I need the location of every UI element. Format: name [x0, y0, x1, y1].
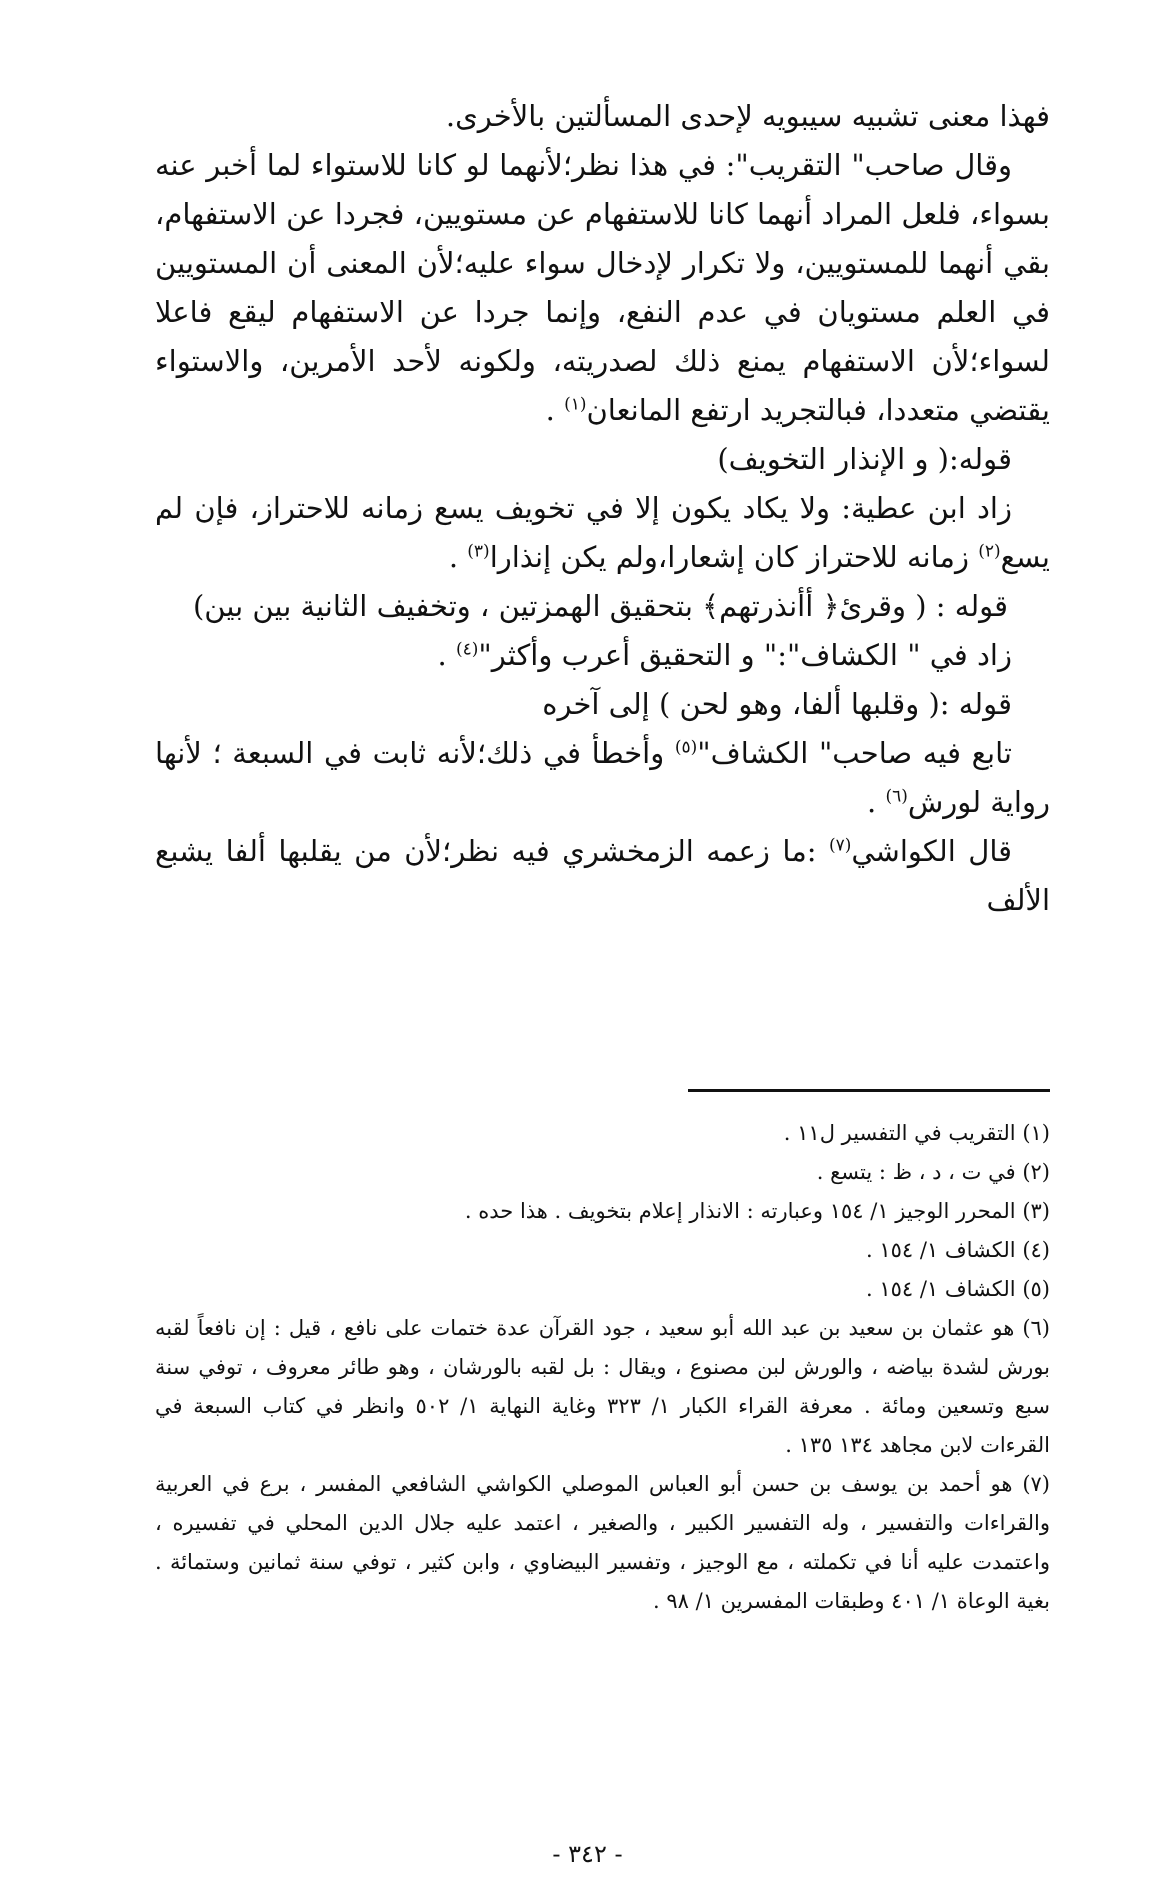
footnote-ref: (١): [564, 394, 587, 415]
text-line: زمانه للاحتراز كان إشعارا،ولم يكن إنذارا: [489, 540, 969, 574]
text-line: زاد ابن عطية: ولا يكاد يكون إلا في تخويف يسع زمانه للاحتراز، فإن لم يسع: [155, 491, 1050, 574]
footnote-number: (٦): [1022, 1316, 1050, 1340]
text-line: فهذا معنى تشبيه سيبويه لإحدى المسألتين بالأخرى.: [445, 99, 1050, 133]
sentence-dot: .: [867, 785, 877, 819]
footnote-number: (٥): [1022, 1277, 1050, 1301]
footnote-text: المحرر الوجيز ١/ ١٥٤ وعبارته : الانذار إعلام بتخويف . هذا حده .: [464, 1199, 1016, 1223]
sentence-dot: .: [437, 638, 447, 672]
footnote-number: (٣): [1022, 1199, 1050, 1223]
footnote-number: (١): [1022, 1121, 1050, 1145]
footnote-ref: (٥): [674, 737, 698, 758]
footnote-text: في ت ، د ، ظ : يتسع .: [816, 1160, 1016, 1184]
footnote-3: [155, 1192, 1050, 1231]
footnote-ref: (٧): [828, 835, 852, 856]
footnote-5: [155, 1270, 1050, 1309]
text-line: وأخطأ في ذلك؛لأنه ثابت في السبعة ؛ لأنها رواية لورش: [155, 736, 1050, 819]
paragraph-9: [155, 827, 1050, 925]
footnote-text: الكشاف ١/ ١٥٤ .: [865, 1277, 1016, 1301]
text-line: :ما زعمه الزمخشري فيه نظر؛لأن من يقلبها ألفا يشبع الألف: [155, 834, 1050, 917]
footnotes-section: [155, 1114, 1050, 1621]
footnote-ref: (٢): [978, 541, 1001, 562]
sentence-dot: .: [448, 540, 459, 574]
footnote-number: (٢): [1022, 1160, 1050, 1184]
text-line: قوله :( وقلبها ألفا، وهو لحن ) إلى آخره: [542, 687, 1012, 721]
paragraph-5: [155, 582, 1050, 631]
sentence-dot: .: [545, 393, 555, 427]
main-text: [155, 92, 1050, 925]
paragraph-3: [155, 435, 1050, 484]
footnote-divider: [688, 1089, 1050, 1092]
footnote-number: (٧): [1022, 1472, 1050, 1496]
footnote-ref: (٣): [467, 541, 490, 562]
paragraph-1: [155, 92, 1050, 141]
footnote-1: [155, 1114, 1050, 1153]
text-line: تابع فيه صاحب" الكشاف": [697, 736, 1012, 770]
footnote-text: الكشاف ١/ ١٥٤ .: [865, 1238, 1016, 1262]
page-number: - ٣٤٢ -: [552, 1840, 623, 1868]
footnote-text: هو عثمان بن سعيد بن عبد الله أبو سعيد ، جود القرآن عدة ختمات على نافع ، قيل : إن نافعاً لقبه بورش لشدة بياضه ، والورش لبن مصنوع ، ويقال : بل لقبه بالورشان ، وهو طائر معروف ، توفي سنة سبع وتسعين ومائة . معرفة القراء الكبار ١/ ٣٢٣ وغاية النهاية ١/ ٥٠٢ وانظر في كتاب السبعة في القرءات لابن مجاهد ١٣٤ ١٣٥ .: [155, 1316, 1050, 1457]
paragraph-7: [155, 680, 1050, 729]
text-line: وقال صاحب" التقريب": في هذا نظر؛لأنهما لو كانا للاستواء لما أخبر عنه بسواء، فلعل المراد أنهما كانا للاستفهام عن مستويين، فجردا عن الاستفهام، بقي أنهما للمستويين، ولا تكرار لإدخال سواء عليه؛لأن المعنى أن المستويين في العلم مستويان في عدم النفع، وإنما جردا عن الاستفهام ليقع فاعلا لسواء؛لأن الاستفهام يمنع ذلك لصدريته، ولكونه لأحد الأمرين، والاستواء يقتضي متعددا، فبالتجريد ارتفع المانعان: [155, 148, 1050, 427]
paragraph-4: [155, 484, 1050, 582]
footnote-6: [155, 1309, 1050, 1465]
footnote-text: هو أحمد بن يوسف بن حسن أبو العباس الموصلي الكواشي الشافعي المفسر ، برع في العربية والقراءات والتفسير ، وله التفسير الكبير ، والصغير ، اعتمد عليه جلال الدين المحلي في تفسيره ، واعتمدت عليه أنا في تكملته ، مع الوجيز ، وتفسير البيضاوي ، وابن كثير ، توفي سنة ثمانين وستمائة . بغية الوعاة ١/ ٤٠١ وطبقات المفسرين ١/ ٩٨ .: [155, 1472, 1050, 1613]
text-line: زاد في " الكشاف":" و التحقيق أعرب وأكثر": [478, 638, 1012, 672]
footnote-ref: (٤): [455, 639, 479, 660]
paragraph-6: [155, 631, 1050, 680]
footnote-number: (٤): [1022, 1238, 1050, 1262]
footnote-text: التقريب في التفسير ل١١ .: [783, 1121, 1016, 1145]
footnote-2: [155, 1153, 1050, 1192]
text-line: قوله:( و الإنذار التخويف): [717, 442, 1012, 476]
paragraph-2: [155, 141, 1050, 435]
paragraph-8: [155, 729, 1050, 827]
footnote-7: [155, 1465, 1050, 1621]
footnote-4: [155, 1231, 1050, 1270]
footnote-ref: (٦): [885, 786, 908, 807]
text-line: قال الكواشي: [851, 834, 1013, 868]
text-line: قوله : ( وقرئ﴿ أأنذرتهم﴾ بتحقيق الهمزتين ، وتخفيف الثانية بين بين): [192, 589, 1008, 623]
